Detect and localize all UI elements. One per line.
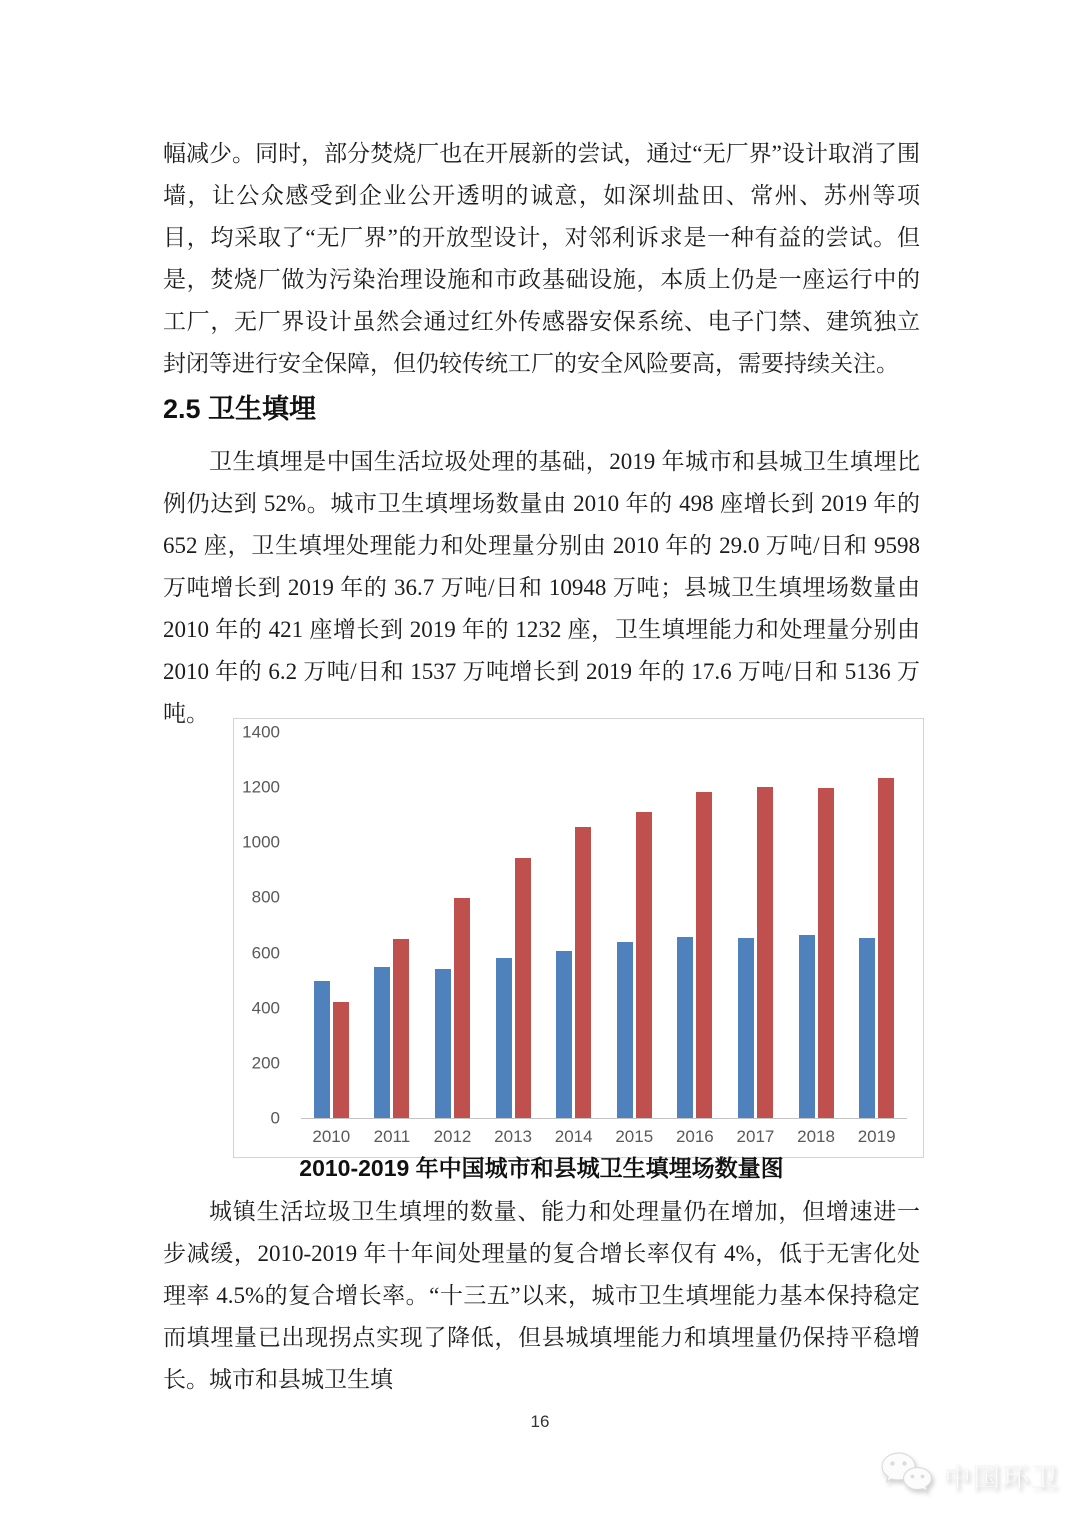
bar-group-2015 bbox=[604, 732, 665, 1118]
bar-series1-2019 bbox=[859, 938, 875, 1118]
x-axis-tick-label: 2015 bbox=[615, 1127, 654, 1146]
bar-series2-2018 bbox=[818, 788, 834, 1118]
bar-series2-2011 bbox=[393, 939, 409, 1118]
section-heading-2-5: 2.5 卫生填埋 bbox=[163, 394, 317, 424]
watermark bbox=[878, 1450, 1060, 1501]
bar-series2-2019 bbox=[878, 778, 894, 1118]
bar-series2-2015 bbox=[636, 812, 652, 1118]
x-axis-tick-label: 2019 bbox=[857, 1127, 896, 1146]
bar-group-2014 bbox=[543, 732, 604, 1118]
chart-plot-area bbox=[301, 732, 907, 1119]
bar-series1-2012 bbox=[435, 969, 451, 1118]
watermark-text: 中国环卫 bbox=[944, 1463, 1060, 1493]
bar-series1-2010 bbox=[314, 981, 330, 1118]
page-number: 16 bbox=[530, 1412, 550, 1431]
chart-x-axis bbox=[301, 1119, 907, 1147]
x-axis-tick-label: 2018 bbox=[797, 1127, 835, 1146]
y-axis-tick-label: 1400 bbox=[242, 722, 280, 742]
y-axis-tick-label: 0 bbox=[270, 1108, 280, 1128]
bar-series1-2011 bbox=[374, 967, 390, 1118]
bar-group-2012 bbox=[422, 732, 483, 1118]
y-axis-tick-label: 1200 bbox=[242, 777, 280, 797]
bar-series2-2010 bbox=[333, 1002, 349, 1118]
bar-series2-2016 bbox=[696, 792, 712, 1118]
bar-series2-2017 bbox=[757, 787, 773, 1118]
x-axis-tick-label: 2013 bbox=[494, 1127, 532, 1146]
x-axis-tick-label: 2017 bbox=[736, 1127, 775, 1146]
x-axis-tick-label: 2016 bbox=[675, 1127, 714, 1146]
x-axis-tick-label: 2014 bbox=[554, 1127, 593, 1146]
bar-series1-2014 bbox=[556, 951, 572, 1118]
body-paragraph-landfill-stats: 卫生填埋是中国生活垃圾处理的基础，2019 年城市和县城卫生填埋比例仍达到 52%。城市卫生填埋场数量由 2010 年的 498 座增长到 2019 年的 652 座，卫生填埋处理能力和处理量分别由 2010 年的 29.0 万吨/日和 9598 万吨增长到 2019 年的 36.7 万吨/日和 10948 万吨；县城卫生填埋场数量由 2010 年的 421 座增长到 2019 年的 1232 座，卫生填埋能力和处理量分别由 2010 年的 6.2 万吨/日和 1537 万吨增长到 2019 年的 17.6 万吨/日和 5136 万吨。 bbox=[163, 449, 920, 726]
y-axis-tick-label: 800 bbox=[251, 887, 280, 907]
y-axis-tick-label: 200 bbox=[251, 1053, 280, 1073]
bar-series1-2018 bbox=[799, 935, 815, 1118]
x-axis-tick-label: 2011 bbox=[373, 1127, 411, 1146]
bar-group-2013 bbox=[483, 732, 544, 1118]
bar-series1-2013 bbox=[496, 958, 512, 1118]
landfill-count-bar-chart bbox=[233, 718, 924, 1158]
bar-group-2010 bbox=[301, 732, 362, 1118]
bar-series2-2012 bbox=[454, 898, 470, 1118]
bar-series1-2015 bbox=[617, 942, 633, 1118]
x-axis-tick-label: 2012 bbox=[433, 1127, 472, 1146]
y-axis-tick-label: 600 bbox=[251, 943, 280, 963]
bar-series2-2013 bbox=[515, 858, 531, 1118]
bar-group-2016 bbox=[665, 732, 726, 1118]
x-axis-tick-label: 2010 bbox=[312, 1127, 351, 1146]
bar-group-2018 bbox=[786, 732, 847, 1118]
bar-series1-2017 bbox=[738, 938, 754, 1118]
bar-group-2017 bbox=[725, 732, 786, 1118]
wechat-icon bbox=[878, 1450, 934, 1501]
body-paragraph-incineration: 幅减少。同时，部分焚烧厂也在开展新的尝试，通过“无厂界”设计取消了围墙，让公众感受到企业公开透明的诚意，如深圳盐田、常州、苏州等项目，均采取了“无厂界”的开放型设计，对邻利诉求是一种有益的尝试。但是，焚烧厂做为污染治理设施和市政基础设施，本质上仍是一座运行中的工厂，无厂界设计虽然会通过红外传感器安保系统、电子门禁、建筑独立封闭等进行安全保障，但仍较传统工厂的安全风险要高，需要持续关注。 bbox=[163, 141, 920, 376]
bar-group-2011 bbox=[362, 732, 423, 1118]
y-axis-tick-label: 1000 bbox=[242, 832, 280, 852]
body-paragraph-growth-rate: 城镇生活垃圾卫生填埋的数量、能力和处理量仍在增加，但增速进一步减缓，2010-2019 年十年间处理量的复合增长率仅有 4%，低于无害化处理率 4.5%的复合增长率。“十三五”以来，城市卫生填埋能力基本保持稳定而填埋量已出现拐点实现了降低，但县城填埋能力和填埋量仍保持平稳增长。城市和县城卫生填 bbox=[163, 1199, 920, 1392]
bar-series2-2014 bbox=[575, 827, 591, 1118]
bar-group-2019 bbox=[846, 732, 907, 1118]
chart-caption: 2010-2019 年中国城市和县城卫生填埋场数量图 bbox=[299, 1155, 784, 1181]
bar-series1-2016 bbox=[677, 937, 693, 1118]
y-axis-tick-label: 400 bbox=[251, 998, 280, 1018]
chart-y-axis bbox=[234, 722, 280, 1128]
